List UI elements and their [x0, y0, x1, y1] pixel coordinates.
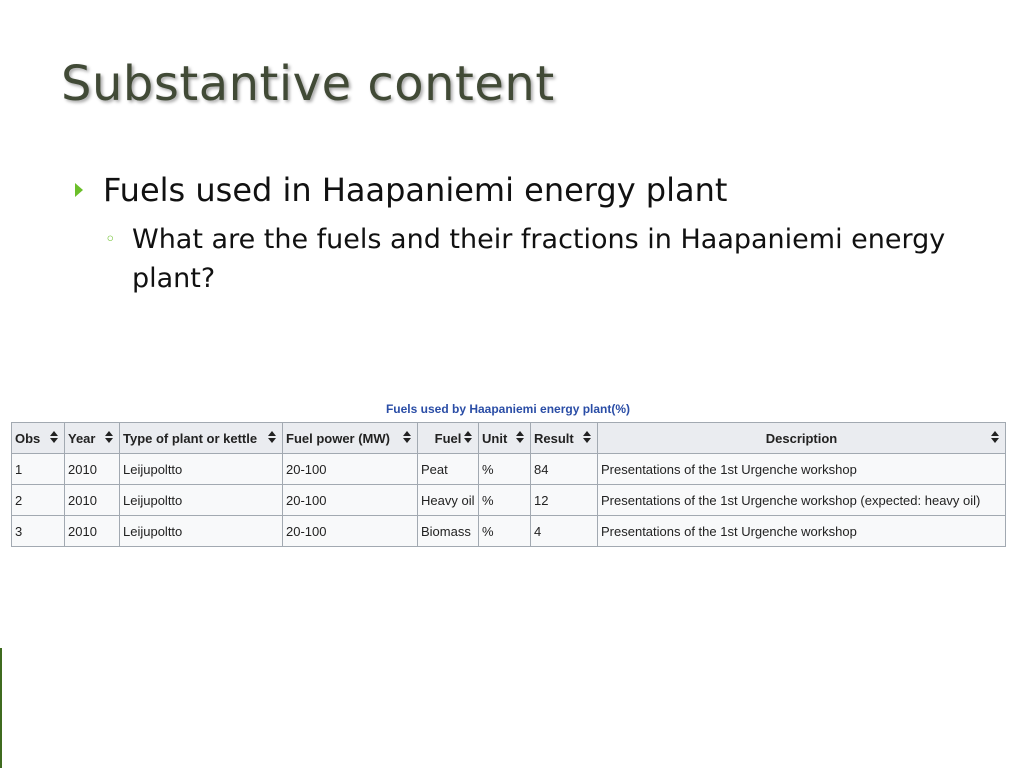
triangle-bullet-icon: [75, 183, 83, 197]
cell-unit: %: [479, 516, 531, 547]
cell-unit: %: [479, 454, 531, 485]
circle-bullet-icon: ◦: [105, 229, 116, 250]
column-header-fuel-power[interactable]: [283, 423, 418, 454]
cell-description: Presentations of the 1st Urgenche workshop: [598, 516, 1006, 547]
cell-fuel: Heavy oil: [418, 485, 479, 516]
column-header-type[interactable]: [120, 423, 283, 454]
cell-obs: 2: [12, 485, 65, 516]
sub-bullet-text: What are the fuels and their fractions in Haapaniemi energy plant?: [132, 224, 946, 294]
slide-title: Substantive content: [61, 56, 555, 112]
table-row: [12, 516, 1006, 547]
cell-obs: 1: [12, 454, 65, 485]
cell-unit: %: [479, 485, 531, 516]
table-row: [12, 454, 1006, 485]
cell-year: 2010: [65, 516, 120, 547]
column-header-label: Type of plant or kettle: [123, 430, 258, 446]
cell-fuel-power: 20-100: [283, 485, 418, 516]
cell-year: 2010: [65, 485, 120, 516]
column-header-label: Result: [534, 430, 574, 446]
sort-icon[interactable]: [464, 431, 472, 443]
cell-result: 84: [531, 454, 598, 485]
cell-obs: 3: [12, 516, 65, 547]
column-header-year[interactable]: [65, 423, 120, 454]
sort-icon[interactable]: [583, 431, 591, 443]
sort-icon[interactable]: [105, 431, 113, 443]
cell-fuel: Biomass: [418, 516, 479, 547]
sort-icon[interactable]: [991, 431, 999, 443]
sort-icon[interactable]: [403, 431, 411, 443]
column-header-label: Fuel: [434, 430, 462, 446]
bullet-text: Fuels used in Haapaniemi energy plant: [103, 171, 728, 209]
fuels-table: [11, 422, 1006, 547]
column-header-label: Obs: [15, 430, 41, 446]
sort-icon[interactable]: [50, 431, 58, 443]
cell-description: Presentations of the 1st Urgenche workshop: [598, 454, 1006, 485]
sort-icon[interactable]: [268, 431, 276, 443]
cell-fuel-power: 20-100: [283, 516, 418, 547]
cell-type: Leijupoltto: [120, 485, 283, 516]
column-header-label: Unit: [482, 430, 508, 446]
column-header-result[interactable]: [531, 423, 598, 454]
column-header-label: Fuel power (MW): [286, 430, 390, 446]
column-header-unit[interactable]: [479, 423, 531, 454]
cell-fuel: Peat: [418, 454, 479, 485]
cell-year: 2010: [65, 454, 120, 485]
cell-description: Presentations of the 1st Urgenche workshop (expected: heavy oil): [598, 485, 1006, 516]
column-header-label: Description: [765, 430, 838, 446]
table-header-row: [12, 423, 1006, 454]
table-row: [12, 485, 1006, 516]
cell-result: 12: [531, 485, 598, 516]
column-header-fuel[interactable]: [418, 423, 479, 454]
sort-icon[interactable]: [516, 431, 524, 443]
column-header-label: Year: [68, 430, 96, 446]
slide-accent-line: [0, 648, 2, 768]
cell-type: Leijupoltto: [120, 516, 283, 547]
cell-type: Leijupoltto: [120, 454, 283, 485]
table-caption: Fuels used by Haapaniemi energy plant(%): [385, 402, 631, 416]
cell-result: 4: [531, 516, 598, 547]
cell-fuel-power: 20-100: [283, 454, 418, 485]
column-header-obs[interactable]: [12, 423, 65, 454]
column-header-description[interactable]: [598, 423, 1006, 454]
